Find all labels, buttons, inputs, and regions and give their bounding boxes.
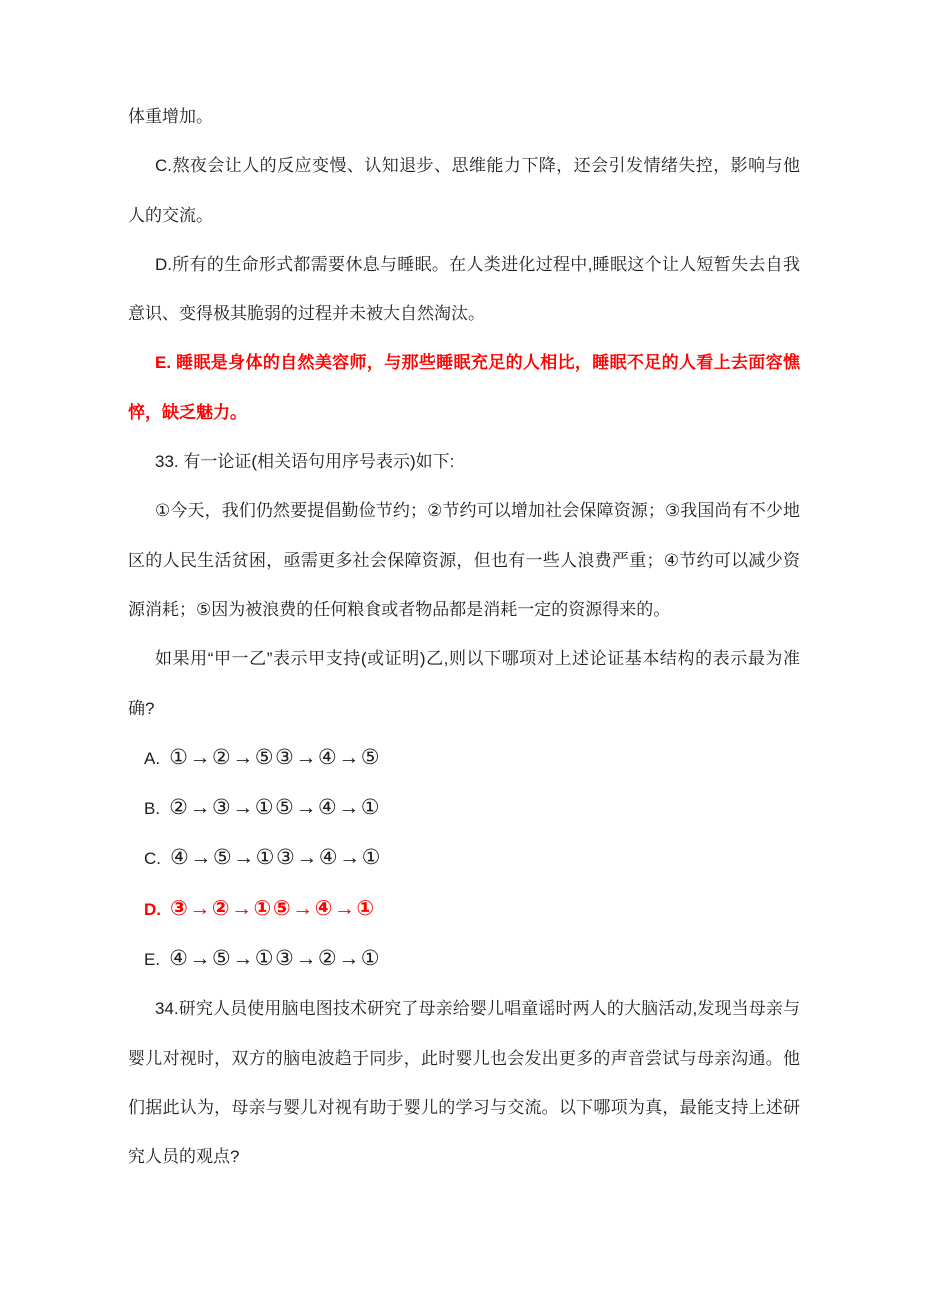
q33-choice-a (128, 733, 800, 783)
q33-choice-b-sequence: ②→③→①⑤→④→① (169, 796, 382, 820)
answer-option-e-highlighted-text: E. 睡眠是身体的自然美容师，与那些睡眠充足的人相比，睡眠不足的人看上去面容憔悴，缺乏魅力。 (128, 353, 800, 422)
q33-choice-b (128, 783, 800, 833)
question-33-prompt: 如果用“甲一乙”表示甲支持(或证明)乙,则以下哪项对上述论证基本结构的表示最为准确? (128, 649, 800, 718)
q33-choice-e (128, 934, 800, 984)
q33-choice-a-sequence: ①→②→⑤③→④→⑤ (169, 745, 382, 769)
q33-choice-e-label: E. (144, 950, 161, 970)
q33-choice-b-label: B. (144, 799, 161, 819)
question-33-stem: 33. 有一论证(相关语句用序号表示)如下: (155, 452, 455, 472)
q33-choice-d-highlighted (128, 884, 800, 934)
answer-option-c-text: C.熬夜会让人的反应变慢、认知退步、思维能力下降，还会引发情绪失控，影响与他人的交流。 (128, 156, 800, 225)
q33-choice-d-sequence: ③→②→①⑤→④→① (170, 896, 376, 920)
q33-choice-d-label: D. (144, 899, 161, 919)
q33-choice-c (128, 833, 800, 883)
q33-choice-c-sequence: ④→⑤→①③→④→① (170, 846, 382, 870)
question-33-argument: ①今天，我们仍然要提倡勤俭节约；②节约可以增加社会保障资源；③我国尚有不少地区的人民生活贫困，亟需更多社会保障资源，但也有一些人浪费严重；④节约可以减少资源消耗；⑤因为被浪费的任何粮食或者物品都是消耗一定的资源得来的。 (128, 501, 800, 619)
q33-choice-e-sequence: ④→⑤→①③→②→① (169, 947, 382, 971)
answer-option-d-text: D.所有的生命形式都需要休息与睡眠。在人类进化过程中,睡眠这个让人短暂失去自我意识、变得极其脆弱的过程并未被大自然淘汰。 (128, 254, 800, 324)
q33-choice-c-label: C. (144, 849, 161, 869)
question-34-stem: 34.研究人员使用脑电图技术研究了母亲给婴儿唱童谣时两人的大脑活动,发现当母亲与婴儿对视时，双方的脑电波趋于同步，此时婴儿也会发出更多的声音尝试与母亲沟通。他们据此认为，母亲与婴儿对视有助于婴儿的学习与交流。以下哪项为真，最能支持上述研究人员的观点? (128, 999, 800, 1167)
q33-choice-a-label: A. (144, 748, 161, 768)
option-b-continuation-text: 体重增加。 (128, 107, 213, 126)
